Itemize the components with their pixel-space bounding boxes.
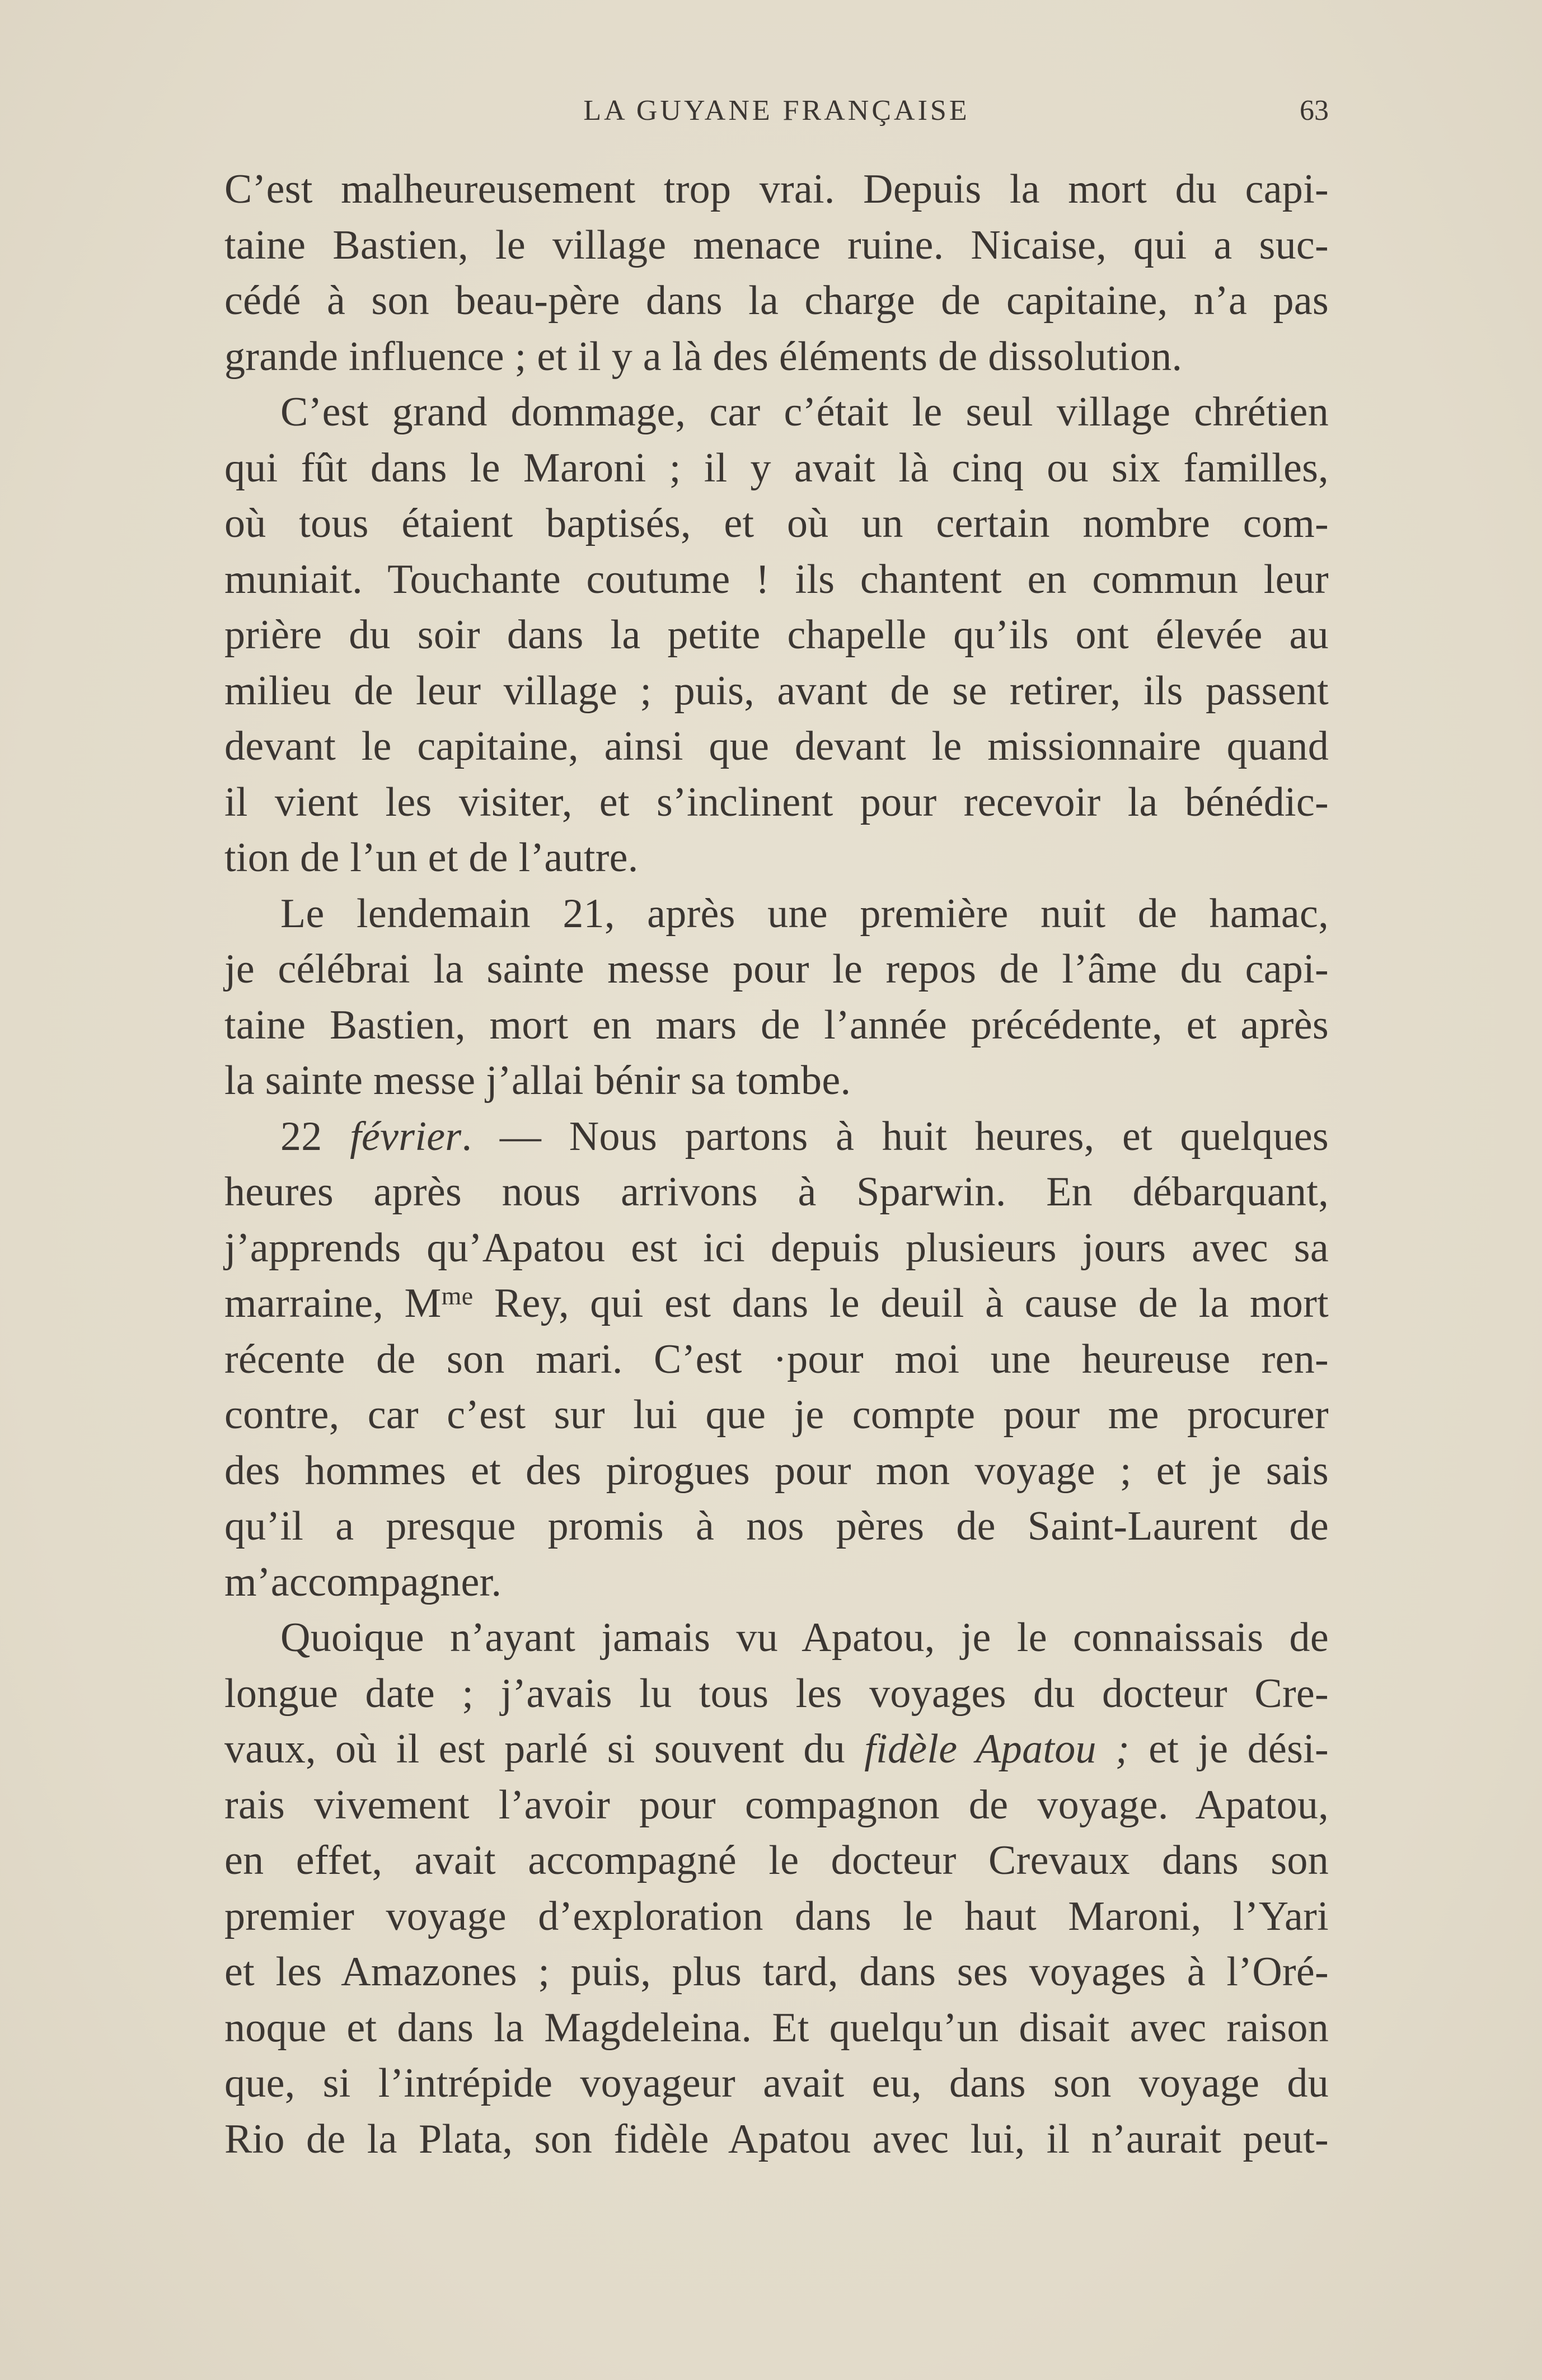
text-line: je célébrai la sainte messe pour le repos de l’âme du capi- [224,946,1329,992]
text-line: longue date ; j’avais lu tous les voyages du docteur Cre- [224,1670,1329,1717]
text-line: tion de l’un et de l’autre. [224,835,639,881]
text-line [224,1276,1329,1332]
text-line: Le lendemain 21, après une première nuit de hamac, [280,890,1329,937]
text-line: muniait. Touchante coutume ! ils chantent en commun leur [224,556,1329,602]
text-line: C’est grand dommage, car c’était le seul village chrétien [280,389,1329,435]
text-segment: et je dési- [1129,1726,1329,1772]
text-line: la sainte messe j’allai bénir sa tombe. [224,1058,851,1104]
text-line: des hommes et des pirogues pour mon voyage ; et je sais [224,1447,1329,1494]
text-line: qui fût dans le Maroni ; il y avait là cinq ou six familles, [224,445,1329,491]
text-line: C’est malheureusement trop vrai. Depuis la mort du capi- [224,166,1329,212]
text-line: qu’il a presque promis à nos pères de Saint-Laurent de [224,1503,1329,1549]
page-number: 63 [1300,95,1329,127]
text-line: heures après nous arrivons à Sparwin. En débarquant, [224,1169,1329,1215]
text-line: prière du soir dans la petite chapelle qu’ils ont élevée au [224,612,1329,658]
text-line: m’accompagner. [224,1559,502,1605]
text-line: noque et dans la Magdeleina. Et quelqu’un disait avec raison [224,2004,1329,2051]
text-line: que, si l’intrépide voyageur avait eu, dans son voyage du [224,2060,1329,2106]
text-line: il vient les visiter, et s’inclinent pour recevoir la bénédic- [224,779,1329,825]
text-segment: 22 [280,1113,350,1159]
text-line: Quoique n’ayant jamais vu Apatou, je le connaissais de [280,1615,1329,1661]
text-line: cédé à son beau-père dans la charge de capitaine, n’a pas [224,278,1329,324]
text-segment: . — Nous partons à huit heures, et quelques [461,1113,1329,1159]
text-line: grande influence ; et il y a là des éléments de dissolution. [224,333,1183,380]
text-line: où tous étaient baptisés, et où un certain nombre com- [224,501,1329,546]
text-line: taine Bastien, le village menace ruine. Nicaise, qui a suc- [224,222,1329,268]
italic-text: février [350,1113,462,1159]
text-line: taine Bastien, mort en mars de l’année précédente, et après [224,1002,1329,1048]
text-line: j’apprends qu’Apatou est ici depuis plusieurs jours avec sa [224,1224,1329,1271]
text-line: Rio de la Plata, son fidèle Apatou avec lui, il n’aurait peut- [224,2116,1329,2162]
superscript-text: me [441,1282,474,1310]
text-line: milieu de leur village ; puis, avant de se retirer, ils passent [224,667,1329,714]
text-segment: Rey, qui est dans le deuil à cause de la mort [473,1280,1329,1326]
text-line: récente de son mari. C’est ·pour moi une heureuse ren- [224,1336,1329,1382]
text-line: et les Amazones ; puis, plus tard, dans ses voyages à l’Oré- [224,1949,1329,1995]
text-line: devant le capitaine, ainsi que devant le missionnaire quand [224,723,1329,769]
text-line: en effet, avait accompagné le docteur Crevaux dans son [224,1837,1329,1883]
text-segment: vaux, où il est parlé si souvent du [224,1726,865,1772]
text-line: rais vivement l’avoir pour compagnon de voyage. Apatou, [224,1782,1329,1828]
text-line: contre, car c’est sur lui que je compte pour me procurer [224,1392,1329,1438]
body-text [224,162,1329,2167]
text-segment: marraine, M [224,1280,442,1326]
text-line: premier voyage d’exploration dans le haut Maroni, l’Yari [224,1893,1329,1939]
page-header [224,90,1329,129]
italic-text: fidèle Apatou ; [864,1726,1129,1772]
text-line [224,1109,1329,1165]
text-line [224,1722,1329,1778]
running-title: LA GUYANE FRANÇAISE [583,95,970,127]
